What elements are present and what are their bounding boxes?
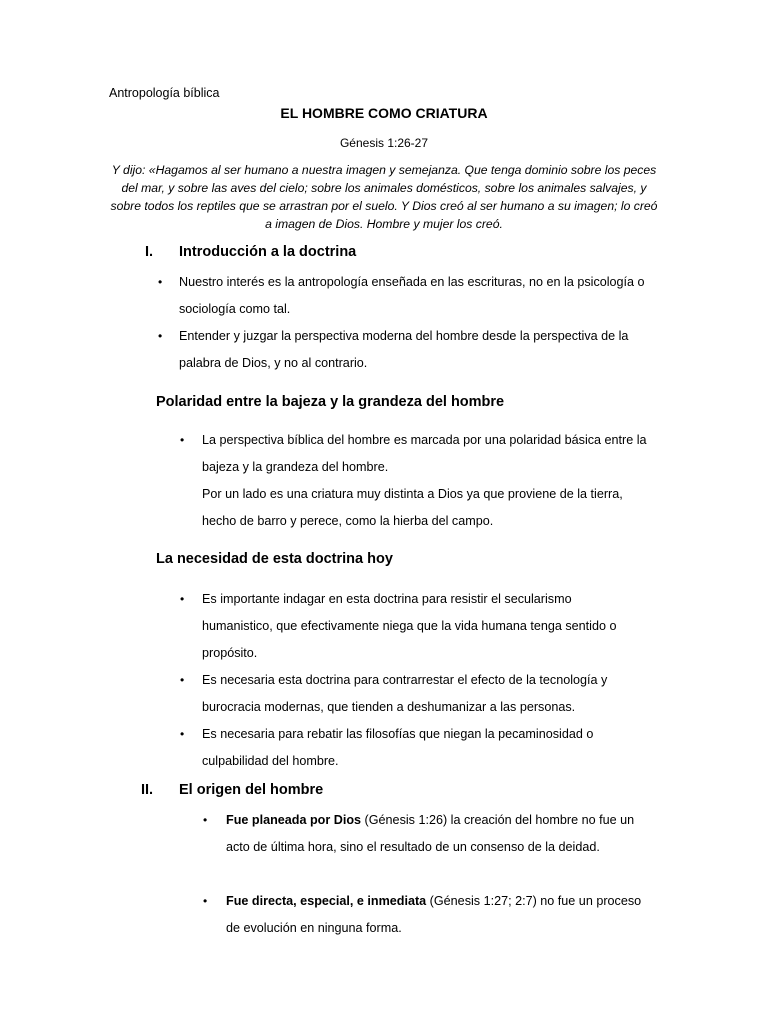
bullet-icon: • (158, 275, 163, 289)
list-item-emphasis: Fue planeada por Dios (226, 813, 362, 827)
scripture-quote: Y dijo: «Hagamos al ser humano a nuestra imagen y semejanza. Que tenga dominio sobre los peces del mar, y sobre las aves del cielo; sobre los animales domésticos, sobre los animales salvajes, y sobre todos los reptiles que se arrastran por el suelo. Y Dios creó al ser humano a su imagen; lo creó a imagen de Dios. Hombre y mujer los creó. (110, 163, 658, 231)
list-item (226, 888, 658, 942)
list-item-reference: (Génesis 1:27; 2:7) (426, 894, 541, 908)
list-item: Es necesaria para rebatir las filosofías que niegan la pecaminosidad o culpabilidad del hombre. (202, 727, 594, 768)
list-item: Es importante indagar en esta doctrina para resistir el secularismo humanistico, que efectivamente niega que la vida humana tenga sentido o propósito. (202, 592, 617, 660)
bullet-icon: • (180, 727, 185, 741)
list-item: La perspectiva bíblica del hombre es marcada por una polaridad básica entre la bajeza y la grandeza del hombre. (202, 433, 647, 474)
necesidad-heading: La necesidad de esta doctrina hoy (156, 551, 393, 567)
scripture-reference: Génesis 1:26-27 (339, 136, 429, 150)
section-1-number: I. (145, 244, 154, 260)
bullet-icon: • (158, 329, 163, 343)
section-2-title: El origen del hombre (179, 782, 324, 798)
document-title: EL HOMBRE COMO CRIATURA (280, 105, 488, 121)
list-item-continuation: Por un lado es una criatura muy distinta a Dios ya que proviene de la tierra, hecho de barro y perece, como la hierba del campo. (202, 487, 623, 528)
bullet-icon: • (180, 673, 185, 687)
list-item: Nuestro interés es la antropología enseñada en las escrituras, no en la psicología o sociología como tal. (179, 275, 645, 316)
bullet-icon: • (203, 894, 208, 908)
list-item (226, 807, 658, 861)
list-item-reference: (Génesis 1:26) (361, 813, 451, 827)
list-item: Entender y juzgar la perspectiva moderna del hombre desde la perspectiva de la palabra de Dios, y no al contrario. (179, 329, 629, 370)
bullet-icon: • (203, 813, 208, 827)
section-2-number: II. (141, 782, 154, 798)
bullet-icon: • (180, 433, 185, 447)
section-1-title: Introducción a la doctrina (179, 244, 357, 260)
bullet-icon: • (180, 592, 185, 606)
list-item: Es necesaria esta doctrina para contrarrestar el efecto de la tecnología y burocracia modernas, que tienden a deshumanizar a las personas. (202, 673, 608, 714)
list-item-text: no fue un proceso de evolución en ninguna forma. (226, 894, 642, 935)
polaridad-heading: Polaridad entre la bajeza y la grandeza del hombre (156, 394, 505, 410)
list-item-emphasis: Fue directa, especial, e inmediata (226, 894, 427, 908)
document-label: Antropología bíblica (109, 86, 220, 100)
list-item-text: la creación del hombre no fue un acto de última hora, sino el resultado de un consenso de la deidad. (226, 813, 635, 854)
